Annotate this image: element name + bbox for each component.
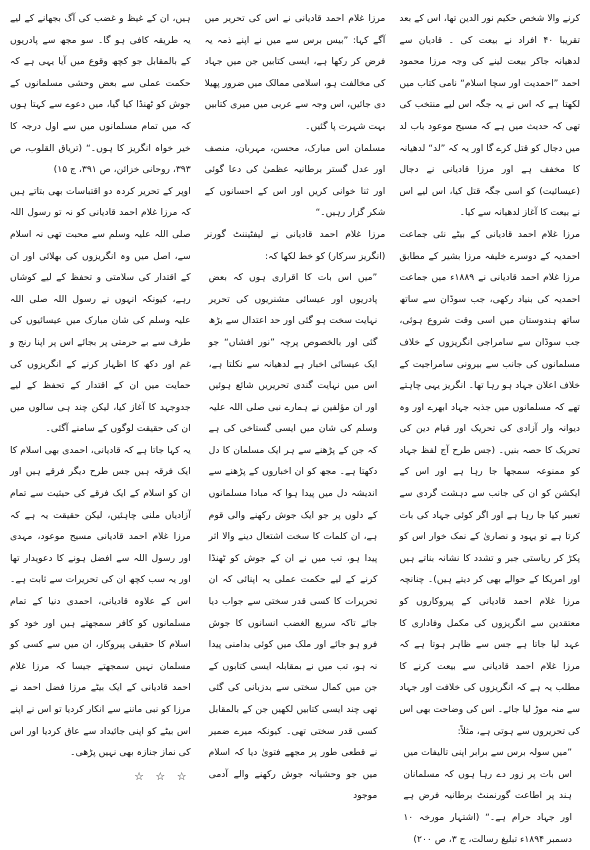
block-quote: ”میں سولہ برس سے برابر اپنی تالیفات میں اس بات پر زور دے رہا ہوں کہ مسلمانان ہند پر اطاعت گورنمنٹ برطانیہ فرض ہے اور جہاد حرام ہے۔“ (اشتہار مورخہ ۱۰ دسمبر ۱۸۹۴ء تبلیغ رسالت، ج ۳، ص ۲۰۰): [403, 747, 572, 845]
paragraph: مسلمان اس مبارک، محسن، مہربان، منصف اور عدل گستر برطانیہ عظمیٰ کی دعا گوئی اور ثنا خوانی کریں اور اس کے احسانوں کے شکر گزار رہیں۔“: [204, 142, 386, 219]
column-left: [9, 8, 191, 783]
paragraph: کرنے والا شخص حکیم نور الدین تھا، اس کے بعد تقریبا ۴۰ افراد نے بیعت کی ۔ قادیان سے لدھیانہ جاکر بیعت لینے کی وجہ مرزا محمود احمد ”احمدیت اور سچا اسلام“ نامی کتاب میں لکھتا ہے کہ اس نے یہ جگہ اس لیے منتخب کی تھی کہ حدیث میں ہے کہ مسیح موعود باب لد میں دجال کو قتل کرے گا اور یہ کہ ”لد“ لدھیانہ کا مخفف ہے اور مرزا قادیانی نے دجال (عیسائیت) کو اسی جگہ قتل کیا، اس لیے اس نے بیعت کا آغاز لدھیانہ سے کیا۔: [399, 13, 580, 219]
paragraph: مرزا غلام احمد قادیانی کے بیٹے نئی جماعت احمدیہ کے دوسرے خلیفہ مرزا بشیر کے مطابق مرزا غلام احمد قادیانی نے ۱۸۸۹ء میں جماعت احمدیہ کی بنیاد رکھی، جب سوڈان سے ساتھ ساتھ ہندوستان میں اسی وقت شروع ہوئی، جب سوڈان سے سامراجی انگریزوں کے خلاف مسلمانوں کی جانب سے بیرونی سامراجیت کے خلاف اعلان جہاد ہو رہا تھا۔ انگریز یہی چاہتے تھے کہ مسلمانوں میں جذبہ جہاد ابھرے اور وہ دیوانہ وار آزادی کی تحریک اور قیام دین کی تحریک کا حصہ بنیں۔ (جس طرح آج لفظ جہاد کو ممنوعہ سمجھا جا رہا ہے اور اس کے ایکشن کو ان کی جانب سے دہشت گردی سے تعبیر کیا جا رہا ہے اور اگر کوئی جہاد کی بات کرتا ہے تو یہود و نصاریٰ کے نمک خوار اس کو پکڑ کر ریاستی جبر و تشدد کا نشانہ بناتے ہیں اور امریکا کے حوالے بھی کر دیتے ہیں)۔ چنانچہ مرزا غلام احمد قادیانی کے پیروکاروں کو معتقدین سے انگریزوں کی مکمل وفاداری کا عہد لیا جاتا ہے جس سے ظاہر ہوتا ہے کہ مرزا غلام احمد قادیانی سے بیعت کرنے کا مطلب یہ ہے کہ انگریزوں کی خلافت اور جہاد سے منہ موڑ لیا جائے۔ اس کی وضاحت بھی اس کی تحریروں سے ہوتی ہے، مثلاً:: [399, 228, 580, 737]
paragraph: مرزا غلام احمد قادیانی نے اس کی تحریر میں آگے کہا: ”بیس برس سے میں نے اپنے ذمہ یہ فرض کر رکھا ہے، ایسی کتابیں جن میں جہاد کی مخالفت ہو، اسلامی ممالک میں ضرور پھیلا دی جائیں، اس وجہ سے عربی میں میری کتابیں بہت شہرت پا گئیں۔: [204, 13, 386, 132]
paragraph: ہیں، ان کے غیظ و غضب کی آگ بجھانے کے لیے یہ طریقہ کافی ہو گا۔ سو مجھ سے پادریوں کے بالمقابل جو کچھ وقوع میں آیا یہی ہے کہ حکمت عملی سے بعض وحشی مسلمانوں کے جوش کو ٹھنڈا کیا گیا، میں دعوے سے کہتا ہوں کہ میں تمام مسلمانوں میں سے اول درجہ کا خیر خواہ انگریز کا ہوں۔“ (تریاق القلوب، ص ۳۹۳، روحانی خزائن، ص ۳۹۱، ج ۱۵): [9, 13, 191, 176]
block-quote: ”میں اس بات کا اقراری ہوں کہ بعض پادریوں اور عیسائی مشنریوں کی تحریر نہایت سخت ہو گئی اور حد اعتدال سے بڑھ گئی اور بالخصوص پرچہ ”نور افشاں“ جو ایک عیسائی اخبار ہے لدھیانہ سے نکلتا ہے، اس میں نہایت گندی تحریریں شائع ہوئیں اور ان مؤلفین نے ہمارے نبی صلی اللہ علیہ وسلم کی شان میں ایسی گستاخی کی ہے کہ جن کے پڑھنے سے ہر ایک مسلمان کا دل دکھتا ہے۔ مجھ کو ان اخباروں کے پڑھنے سے اندیشہ دل میں پیدا ہوا کہ مبادا مسلمانوں کے دلوں پر جو ایک جوش رکھنے والی قوم ہے، ان کلمات کا سخت اشتعال دینے والا اثر پیدا ہو، تب میں نے ان کے جوش کو ٹھنڈا کرنے کے لیے حکمت عملی یہ اپنائی کہ ان تحریرات کا کسی قدر سختی سے جواب دیا جائے تاکہ سریع الغضب انسانوں کا جوش فرو ہو جائے اور ملک میں کوئی بدامنی پیدا نہ ہو، تب میں نے بمقابلہ ایسی کتابوں کے جن میں کمال سختی سے بدزبانی کی گئی تھی چند ایسی کتابیں لکھیں جن کے بالمقابل کسی قدر سختی تھی۔ کیونکہ میرے ضمیر نے قطعی طور پر مجھے فتویٰ دیا کہ اسلام میں جو وحشیانہ جوش رکھنے والے آدمی موجود: [208, 272, 378, 802]
paragraph: یہ کہا جاتا ہے کہ قادیانی، احمدی بھی اسلام کا ایک فرقہ ہیں جس طرح دیگر فرقے ہیں اور ان کو اسلام کے ایک فرقے کی حیثیت سے تمام آزادیاں ملنی چاہئیں، لیکن حقیقت یہ ہے کہ مرزا غلام احمد قادیانی مسیح موعود، مہدی اور رسول اللہ سے افضل ہونے کا دعویدار تھا اور یہ سب کچھ ان کی تحریرات سے ثابت ہے۔ اس کے علاوہ قادیانی، احمدی دنیا کے تمام مسلمانوں کو کافر سمجھتے ہیں اور خود کو اسلام کا حقیقی پیروکار، ان میں سے کسی کو مسلمان نہیں سمجھتے جیسا کہ مرزا غلام احمد قادیانی کے ایک بیٹے مرزا فضل احمد نے مرزا کو نبی ماننے سے انکار کردیا تو اس نے اپنے اس بیٹے کو اپنی جائیداد سے عاق کردیا اور اس کی نماز جنازہ بھی نہیں پڑھی۔: [9, 444, 191, 759]
paragraph: اوپر کے تحریر کردہ دو اقتباسات بھی بتاتے ہیں کہ مرزا غلام احمد قادیانی کو نہ تو رسول اللہ صلی اللہ علیہ وسلم سے محبت تھی نہ اسلام سے، اصل میں وہ انگریزوں کی بھلائی اور ان کے اقتدار کی سلامتی و تحفظ کے لیے کوشاں رہے، کیونکہ انہوں نے رسول اللہ صلی اللہ علیہ وسلم کی شان مبارک میں عیسائیوں کی طرف سے بے حرمتی پر بجائے اس پر اپنا رنج و غم اور دکھ کا اظہار کرنے کے انگریزوں کی حمایت میں ان کے اقتدار کے تحفظ کے لیے جدوجہد کا آغاز کیا، لیکن چند ہی سالوں میں ان کی حقیقت لوگوں کے سامنے آگئی۔: [9, 185, 191, 435]
column-right: [399, 8, 580, 845]
end-stars: ☆ ☆ ☆: [134, 769, 191, 783]
paragraph: مرزا غلام احمد قادیانی نے لیفٹیننٹ گورنر (انگریز سرکار) کو خط لکھا کہ:: [204, 228, 386, 262]
column-middle: [204, 8, 386, 802]
